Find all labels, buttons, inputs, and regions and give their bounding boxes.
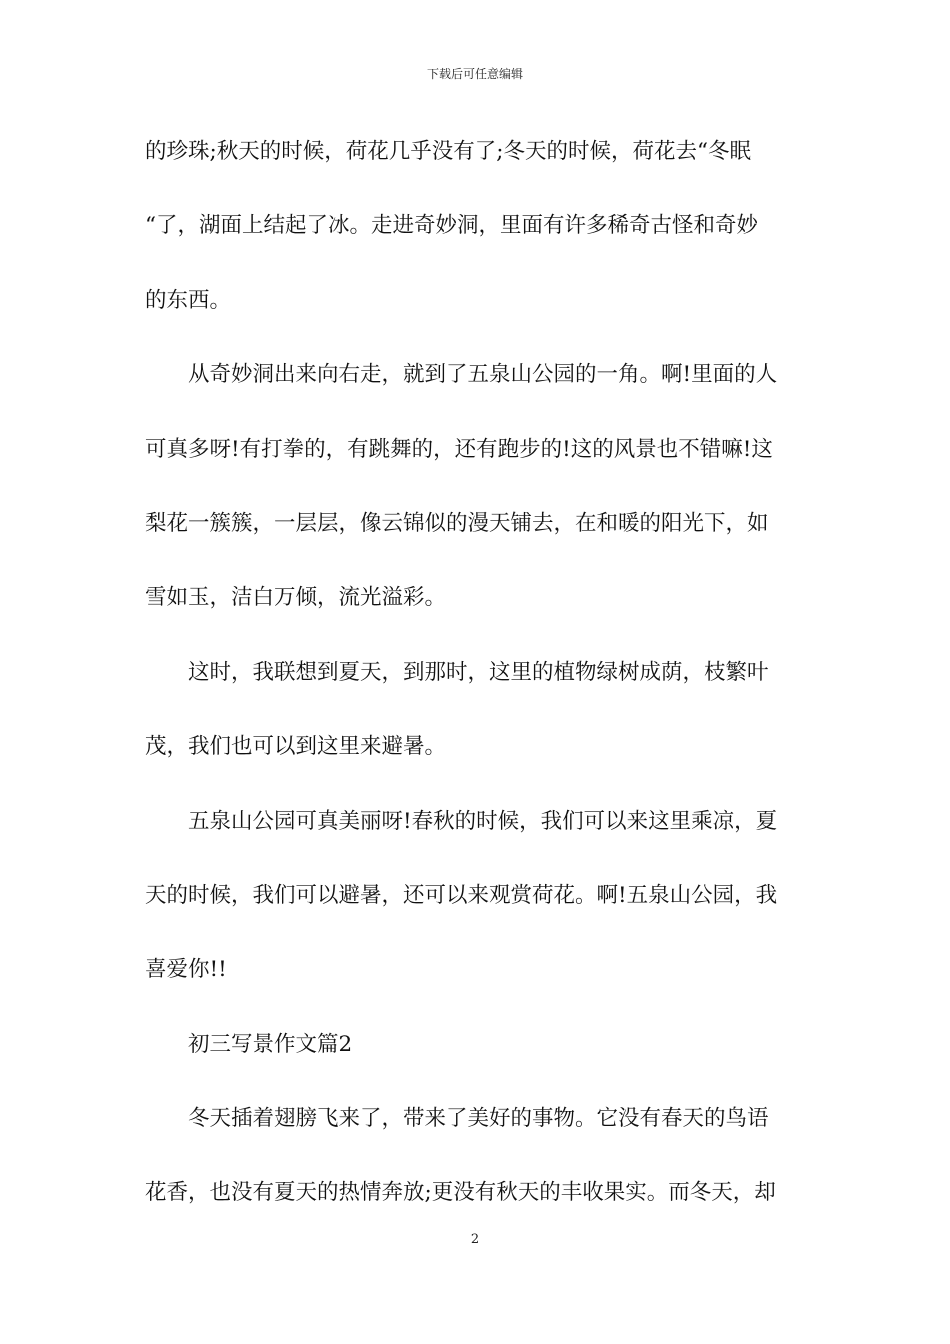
text-line: 雪如玉，洁白万倾，流光溢彩。 (145, 585, 447, 611)
text-line: 梨花一簇簇，一层层，像云锦似的漫天铺去，在和暖的阳光下，如 (145, 510, 769, 536)
text-line: 的东西。 (145, 287, 232, 313)
text-line: 茂，我们也可以到这里来避暑。 (145, 734, 447, 760)
text-line: 喜爱你!! (145, 957, 227, 983)
text-line: 天的时候，我们可以避暑，还可以来观赏荷花。啊!五泉山公园，我 (145, 882, 778, 908)
paragraph-start-line: 从奇妙洞出来向右走，就到了五泉山公园的一角。啊!里面的人 (188, 362, 778, 388)
page-number: 2 (470, 1232, 480, 1247)
text-line: 花香，也没有夏天的热情奔放;更没有秋天的丰收果实。而冬天，却 (145, 1180, 776, 1206)
section-heading: 初三写景作文篇2 (188, 1031, 353, 1057)
paragraph-start-line: 五泉山公园可真美丽呀!春秋的时候，我们可以来这里乘凉，夏 (188, 808, 778, 834)
paragraph-start-line: 冬天插着翅膀飞来了，带来了美好的事物。它没有春天的鸟语 (188, 1106, 769, 1132)
text-line: 的珍珠;秋天的时候，荷花几乎没有了;冬天的时候，荷花去“冬眠 (145, 139, 751, 164)
document-body (145, 124, 805, 1240)
paragraph-start-line: 这时，我联想到夏天，到那时，这里的植物绿树成荫，枝繁叶 (188, 659, 769, 685)
text-line: “了，湖面上结起了冰。走进奇妙洞，里面有许多稀奇古怪和奇妙 (145, 213, 758, 239)
text-line: 可真多呀!有打拳的，有跳舞的，还有跑步的!这的风景也不错嘛!这 (145, 436, 773, 462)
page-header: 下载后可任意编辑 (426, 67, 523, 81)
